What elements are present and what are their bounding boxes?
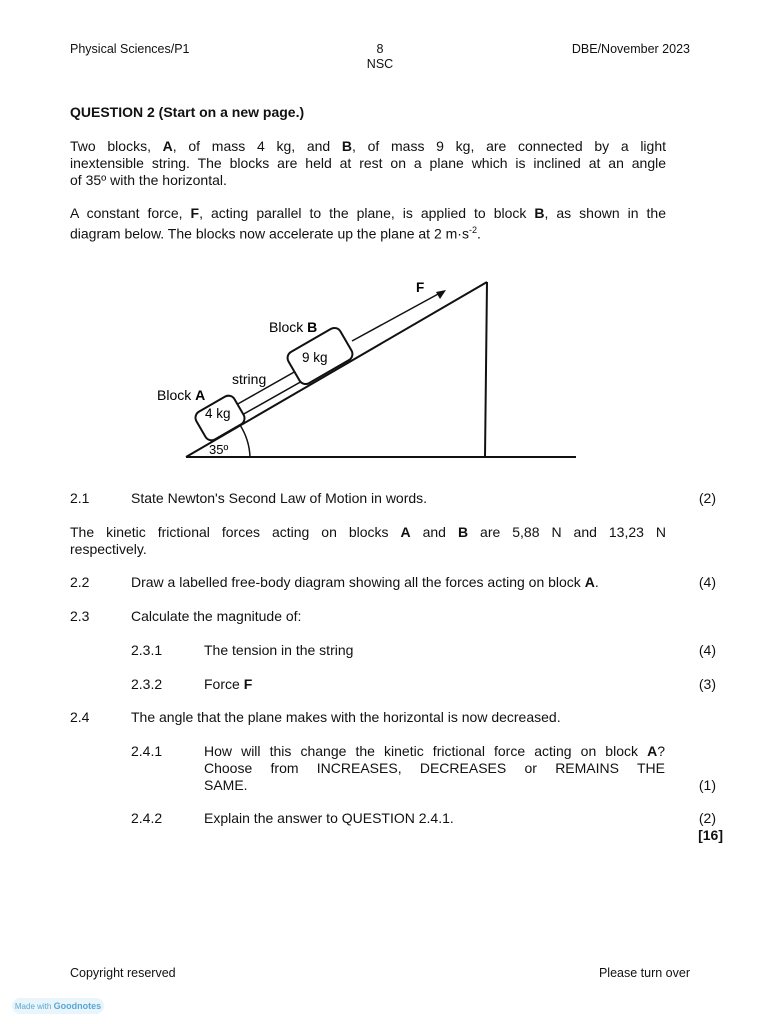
q2-4-1-line-1: How will this change the kinetic frictional force acting on block A? bbox=[204, 743, 665, 759]
q2-3-2-marks: (3) bbox=[698, 676, 716, 692]
q2-1-number: 2.1 bbox=[70, 490, 90, 506]
q2-4-2-marks: (2) bbox=[698, 810, 716, 826]
intro-1-line-1: Two blocks, A, of mass 4 kg, and B, of mass 9 kg, are connected by a light bbox=[70, 138, 667, 154]
q2-4-2-number: 2.4.2 bbox=[131, 810, 163, 826]
q2-4-1-marks: (1) bbox=[698, 777, 716, 793]
q2-1-marks: (2) bbox=[698, 490, 716, 506]
q2-3-text: Calculate the magnitude of: bbox=[131, 608, 302, 624]
question-title: QUESTION 2 (Start on a new page.) bbox=[70, 104, 305, 120]
block-b-mass: 9 kg bbox=[302, 350, 328, 365]
q2-4-1-line-2: Choose from INCREASES, DECREASES or REMAINS THE bbox=[204, 760, 665, 776]
header-exam: DBE/November 2023 bbox=[571, 42, 690, 56]
footer-copyright: Copyright reserved bbox=[70, 966, 176, 980]
string-label: string bbox=[232, 371, 267, 387]
footer-turn-over: Please turn over bbox=[598, 966, 690, 980]
friction-info bbox=[70, 524, 666, 558]
block-a-mass: 4 kg bbox=[205, 406, 231, 421]
header-subject: Physical Sciences/P1 bbox=[70, 42, 190, 56]
intro-2-line-1: A constant force, F, acting parallel to the plane, is applied to block B, as shown in the bbox=[70, 205, 667, 221]
force-label: F bbox=[416, 280, 425, 295]
page-sub: NSC bbox=[366, 57, 394, 71]
q2-3-2-number: 2.3.2 bbox=[131, 676, 163, 692]
q2-1-text: State Newton's Second Law of Motion in words. bbox=[131, 490, 428, 506]
q2-3-1-marks: (4) bbox=[698, 642, 716, 658]
q2-3-2-text: Force F bbox=[204, 676, 253, 692]
q2-3-1-text: The tension in the string bbox=[204, 642, 354, 658]
q2-2-marks: (4) bbox=[698, 574, 716, 590]
block-b-label: Block B bbox=[269, 319, 318, 335]
total-marks: [16] bbox=[698, 827, 723, 843]
intro-2-line-2: diagram below. The blocks now accelerate up the plane at 2 $m\cdot s^{-2}$. bbox=[70, 225, 481, 242]
q2-4-1-line-3: SAME. bbox=[204, 777, 248, 793]
q2-3-1-number: 2.3.1 bbox=[131, 642, 163, 658]
intro-1-line-2: inextensible string. The blocks are held at rest on a plane which is inclined at an angle bbox=[70, 155, 666, 171]
angle-arc bbox=[240, 425, 250, 457]
friction-line-2: respectively. bbox=[70, 541, 147, 557]
force-arrowhead bbox=[436, 290, 446, 299]
incline-vertical bbox=[485, 282, 487, 457]
goodnotes-badge[interactable] bbox=[12, 998, 104, 1014]
page-number: 8 bbox=[376, 42, 384, 56]
angle-label: 35º bbox=[209, 442, 229, 457]
badge-brand: Goodnotes bbox=[53, 1001, 102, 1011]
friction-line-1: The kinetic frictional forces acting on blocks A and B are 5,88 N and 13,23 N bbox=[70, 524, 667, 540]
q2-4-1-text bbox=[204, 743, 665, 794]
q2-2-text: Draw a labelled free-body diagram showing all the forces acting on block A. bbox=[131, 574, 599, 590]
intro-1-line-3: of 35º with the horizontal. bbox=[70, 172, 227, 188]
q2-4-number: 2.4 bbox=[70, 709, 90, 725]
block-a-label: Block A bbox=[157, 387, 206, 403]
q2-4-1-number: 2.4.1 bbox=[131, 743, 163, 759]
incline-diagram bbox=[0, 0, 768, 480]
q2-3-number: 2.3 bbox=[70, 608, 90, 624]
q2-4-text: The angle that the plane makes with the horizontal is now decreased. bbox=[131, 709, 561, 725]
badge-prefix: Made with bbox=[14, 1002, 52, 1011]
q2-4-2-text: Explain the answer to QUESTION 2.4.1. bbox=[204, 810, 454, 826]
q2-2-number: 2.2 bbox=[70, 574, 90, 590]
